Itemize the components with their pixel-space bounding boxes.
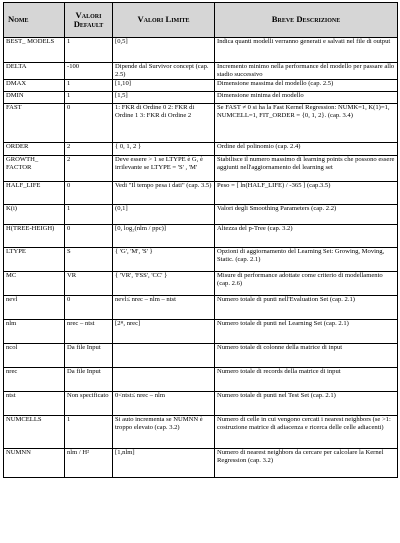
table-row — [4, 344, 398, 368]
default-value-cell: Da file Input — [65, 368, 113, 392]
param-name-cell: nrec — [4, 368, 65, 392]
param-name-cell: ORDER — [4, 143, 65, 156]
table-row — [4, 156, 398, 182]
table-row — [4, 416, 398, 449]
description-cell: Dimensione massima del modello (cap. 2.5) — [215, 80, 398, 92]
param-name-cell: nevl — [4, 296, 65, 320]
description-cell: Numero totale di records della matrice di input — [215, 368, 398, 392]
table-row — [4, 449, 398, 478]
default-value-cell: nlm / H² — [65, 449, 113, 478]
param-name-cell: MC — [4, 272, 65, 296]
description-cell: Ordine del polinomio (cap. 2.4) — [215, 143, 398, 156]
default-value-cell: Non specificato — [65, 392, 113, 416]
limit-value-cell: 0<ntst≤ nrec – nlm — [113, 392, 215, 416]
limit-value-cell: Si auto incrementa se NUMNN è troppo elevato (cap. 3.2) — [113, 416, 215, 449]
limit-value-cell: Deve essere > 1 se LTYPE è G, è irrilevante se LTYPE = 'S' , 'M' — [113, 156, 215, 182]
param-name-cell: HALF_LIFE — [4, 182, 65, 205]
default-value-cell: nrec – ntst — [65, 320, 113, 344]
parameters-table — [3, 2, 398, 478]
default-value-cell: 1 — [65, 80, 113, 92]
param-name-cell: NUMCELLS — [4, 416, 65, 449]
default-value-cell: 0 — [65, 225, 113, 248]
table-row — [4, 63, 398, 80]
description-cell: Peso = [ ln(HALF_LIFE) / -365 ] (cap.3.5) — [215, 182, 398, 205]
description-cell: Incremento minimo nella performance del modello per passare allo stadio successivo — [215, 63, 398, 80]
limit-value-cell: Vedi "Il tempo pesa i dati" (cap. 3.5) — [113, 182, 215, 205]
description-cell: Numero totale di punti nel Learning Set (cap. 2.1) — [215, 320, 398, 344]
param-name-cell: DELTA — [4, 63, 65, 80]
table-header — [4, 3, 398, 38]
description-cell: Numero di nearest neighbors da cercare per calcolare la Kernel Regression (cap. 3.2) — [215, 449, 398, 478]
description-cell: Se FAST ≠ 0 si ha la Fast Kernel Regression: NUMK=1, K(1)=1, NUMCELL=1, FIT_ORDER = {0, 1, 2}. (cap. 3.4) — [215, 104, 398, 143]
limit-value-cell: [0,5] — [113, 38, 215, 63]
description-cell: Opzioni di aggiornamento del Learning Set: Growing, Moving, Static. (cap. 2.1) — [215, 248, 398, 272]
description-cell: Numero totale di colonne della matrice di input — [215, 344, 398, 368]
default-value-cell: S — [65, 248, 113, 272]
param-name-cell: K(i) — [4, 205, 65, 225]
description-cell: Altezza del p-Tree (cap. 3.2) — [215, 225, 398, 248]
param-name-cell: BEST_ MODELS — [4, 38, 65, 63]
default-value-cell: 1 — [65, 92, 113, 104]
default-value-cell: Da file Input — [65, 344, 113, 368]
limit-value-cell: [2ᴴ, nrec] — [113, 320, 215, 344]
description-cell: Numero di celle in cui vengono cercati i nearest neighbors (se >1: costruzione matrice di adiacenza e ricerca delle celle adiacenti) — [215, 416, 398, 449]
table-row — [4, 368, 398, 392]
header-name: Nome — [4, 3, 65, 38]
default-value-cell: 0 — [65, 104, 113, 143]
table-row — [4, 205, 398, 225]
param-name-cell: ntst — [4, 392, 65, 416]
table-row — [4, 92, 398, 104]
table-row — [4, 248, 398, 272]
default-value-cell: 0 — [65, 296, 113, 320]
limit-value-cell: nevl≤ nrec – nlm – ntst — [113, 296, 215, 320]
table-row — [4, 143, 398, 156]
table-row — [4, 38, 398, 63]
description-cell: Stabilisce il numero massimo di learning points che possono essere aggiunti nell'aggiornamento del learning set — [215, 156, 398, 182]
description-cell: Indica quanti modelli verranno generati e salvati nel file di output — [215, 38, 398, 63]
table-row — [4, 182, 398, 205]
header-default: Valori Default — [65, 3, 113, 38]
table-row — [4, 104, 398, 143]
limit-value-cell: [1,10] — [113, 80, 215, 92]
header-description: Breve Descrizione — [215, 3, 398, 38]
default-value-cell: 0 — [65, 182, 113, 205]
default-value-cell: 1 — [65, 416, 113, 449]
table-body — [4, 38, 398, 478]
header-limits: Valori Limite — [113, 3, 215, 38]
description-cell: Dimensione minima del modello — [215, 92, 398, 104]
description-cell: Valori degli Smoothing Parameters (cap. 2.2) — [215, 205, 398, 225]
limit-value-cell: [0, log₂(nlm / ppc)] — [113, 225, 215, 248]
description-cell: Numero totale di punti nell'Evaluation Set (cap. 2.1) — [215, 296, 398, 320]
default-value-cell: 2 — [65, 143, 113, 156]
param-name-cell: nlm — [4, 320, 65, 344]
limit-value-cell: { 0, 1, 2 } — [113, 143, 215, 156]
default-value-cell: 2 — [65, 156, 113, 182]
description-cell: Numero totale di punti nel Test Set (cap. 2.1) — [215, 392, 398, 416]
limit-value-cell: [1,5] — [113, 92, 215, 104]
limit-value-cell: { 'VR', 'FSS', 'CC' } — [113, 272, 215, 296]
limit-value-cell: [1,nlm] — [113, 449, 215, 478]
default-value-cell: -100 — [65, 63, 113, 80]
param-name-cell: FAST — [4, 104, 65, 143]
header-row — [4, 3, 398, 38]
limit-value-cell — [113, 368, 215, 392]
default-value-cell: VR — [65, 272, 113, 296]
limit-value-cell: (0,1] — [113, 205, 215, 225]
table-row — [4, 392, 398, 416]
table-row — [4, 225, 398, 248]
param-name-cell: DMAX — [4, 80, 65, 92]
param-name-cell: ncol — [4, 344, 65, 368]
table-row — [4, 272, 398, 296]
table-row — [4, 80, 398, 92]
table-row — [4, 320, 398, 344]
limit-value-cell: { 'G', 'M', 'S' } — [113, 248, 215, 272]
default-value-cell: 1 — [65, 38, 113, 63]
param-name-cell: LTYPE — [4, 248, 65, 272]
description-cell: Misure di performance adottate come criterio di modellamento (cap. 2.6) — [215, 272, 398, 296]
limit-value-cell: 1: FKR di Ordine 0 2: FKR di Ordine 1 3: FKR di Ordine 2 — [113, 104, 215, 143]
param-name-cell: GROWTH_ FACTOR — [4, 156, 65, 182]
limit-value-cell — [113, 344, 215, 368]
table-row — [4, 296, 398, 320]
default-value-cell: 1 — [65, 205, 113, 225]
param-name-cell: NUMNN — [4, 449, 65, 478]
limit-value-cell: Dipende dal Survivor concept (cap. 2.5) — [113, 63, 215, 80]
param-name-cell: H(TREE-HEIGH) — [4, 225, 65, 248]
param-name-cell: DMIN — [4, 92, 65, 104]
